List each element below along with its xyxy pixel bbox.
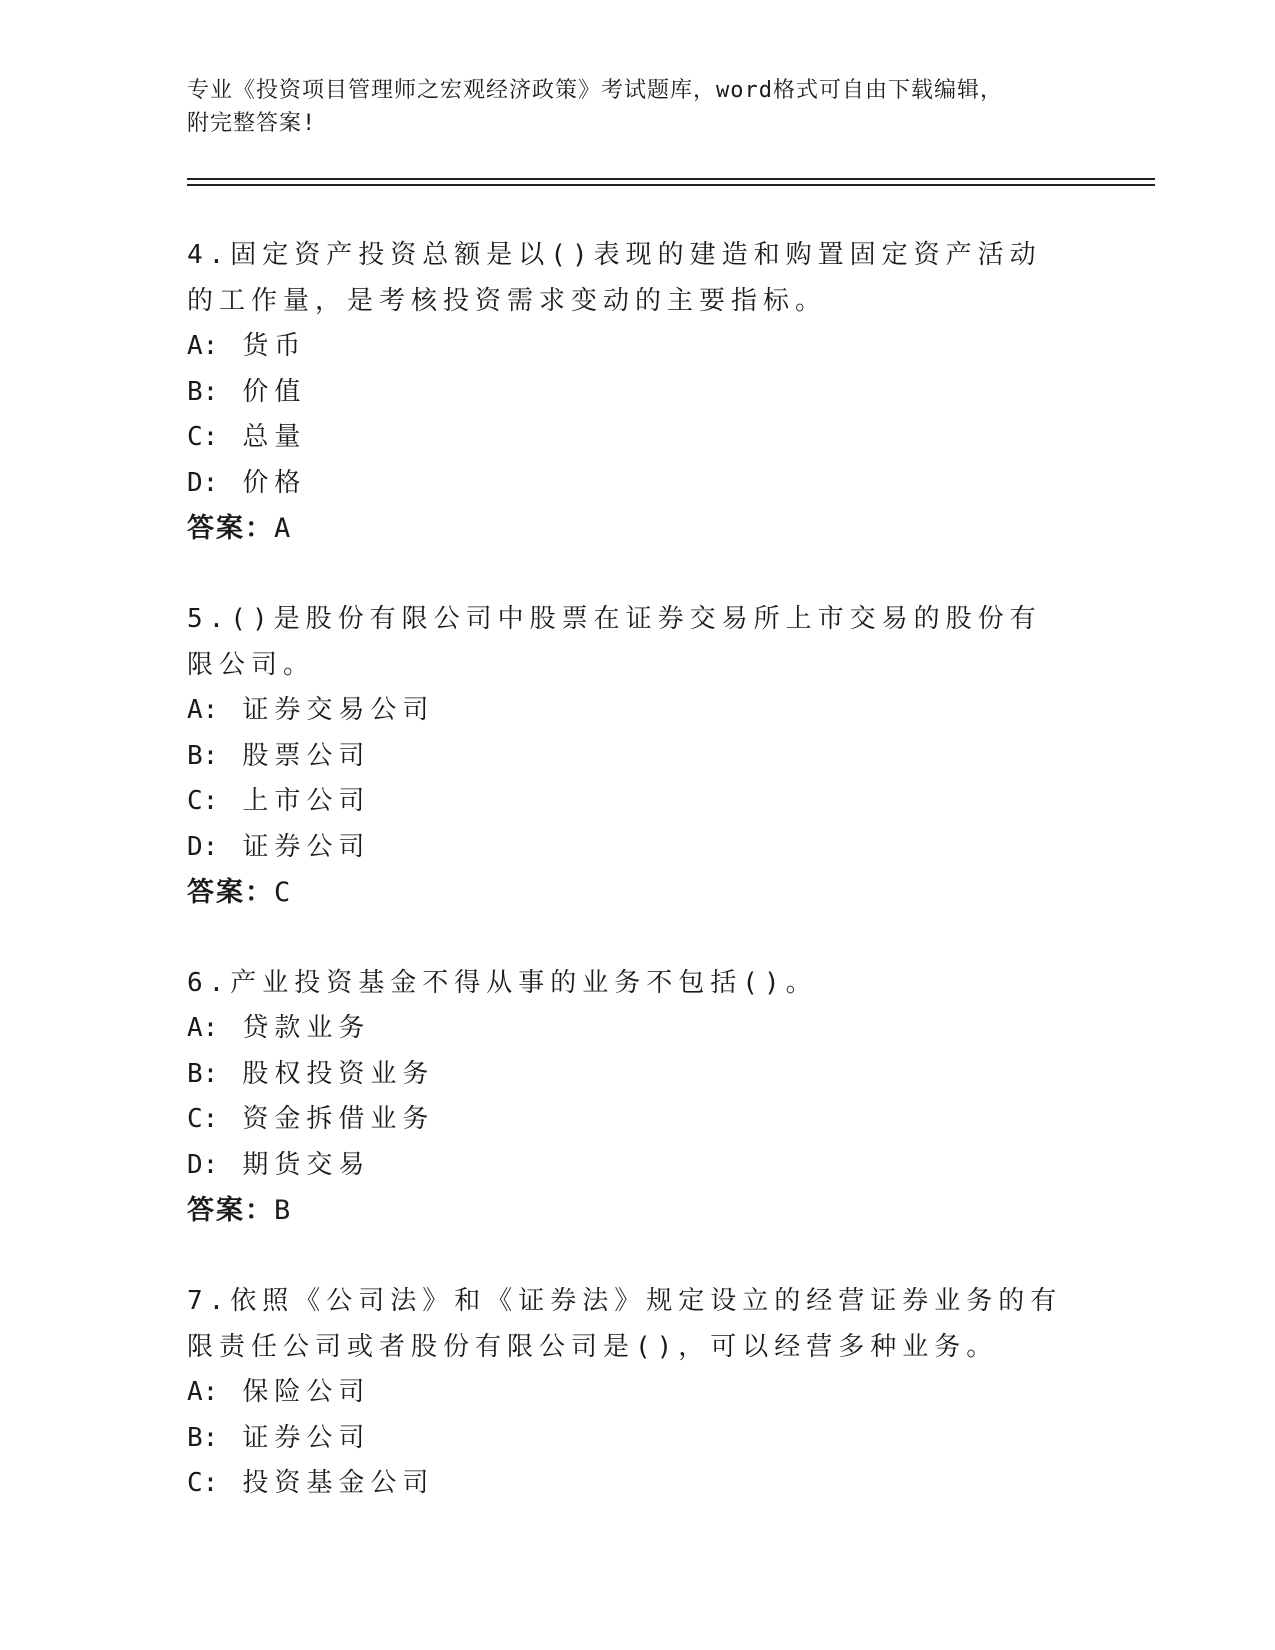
header-line-1: 专业《投资项目管理师之宏观经济政策》考试题库，word格式可自由下载编辑， [187,78,1003,103]
option-text: 期货交易 [242,1149,371,1180]
option-a: A: 贷款业务 [187,1006,1087,1052]
option-letter: A [187,1013,203,1043]
header-divider-top [187,178,1155,180]
answer-line [187,506,1087,552]
option-c: C: 总量 [187,415,1087,461]
option-b: B: 价值 [187,370,1087,416]
option-text: 价值 [242,376,307,407]
option-letter: A [187,1377,203,1407]
option-text: 保险公司 [242,1377,371,1407]
option-text: 价格 [242,467,307,498]
option-letter: C [187,1468,203,1498]
option-d: D: 证券公司 [187,825,1087,871]
option-b: B: 股票公司 [187,734,1087,780]
question-4 [187,232,1087,552]
option-letter: C [187,1104,203,1134]
answer-value: C [274,877,293,908]
option-letter: C [187,786,203,816]
question-stem: 5.()是股份有限公司中股票在证券交易所上市交易的股份有限公司。 [187,604,1042,680]
question-stem: 4.固定资产投资总额是以()表现的建造和购置固定资产活动的工作量，是考核投资需求变动的主要指标。 [187,240,1042,316]
option-letter: D [187,467,203,498]
option-letter: D [187,1149,203,1180]
answer-label: 答案： [187,1195,274,1226]
option-text: 证券公司 [242,1422,371,1453]
answer-line [187,1188,1087,1234]
option-b: B: 股权投资业务 [187,1052,1087,1098]
option-c: C: 上市公司 [187,779,1087,825]
option-letter: B [187,1058,203,1089]
answer-label: 答案： [187,877,274,908]
option-text: 证券交易公司 [242,695,435,725]
option-letter: D [187,831,203,862]
option-text: 股权投资业务 [242,1058,435,1089]
option-letter: A [187,695,203,725]
option-letter: B [187,376,203,407]
question-6 [187,960,1087,1234]
answer-value: A [274,513,293,544]
question-5 [187,596,1087,916]
option-letter: A [187,331,203,361]
option-a: A: 证券交易公司 [187,688,1087,734]
option-text: 上市公司 [242,786,371,816]
option-d: D: 价格 [187,461,1087,507]
option-a: A: 保险公司 [187,1370,1087,1416]
option-text: 股票公司 [242,740,371,771]
question-7 [187,1278,1087,1507]
option-text: 资金拆借业务 [242,1104,435,1134]
option-letter: B [187,1422,203,1453]
option-c: C: 投资基金公司 [187,1461,1087,1507]
option-text: 投资基金公司 [242,1468,435,1498]
option-letter: B [187,740,203,771]
document-header [187,74,1087,140]
option-d: D: 期货交易 [187,1143,1087,1189]
answer-line [187,870,1087,916]
option-text: 贷款业务 [242,1013,371,1043]
question-list [187,232,1087,1551]
option-a: A: 货币 [187,324,1087,370]
option-text: 总量 [242,422,307,452]
answer-label: 答案： [187,513,274,544]
header-line-2: 附完整答案! [187,111,317,136]
option-text: 证券公司 [242,831,371,862]
answer-value: B [274,1195,293,1226]
option-c: C: 资金拆借业务 [187,1097,1087,1143]
header-divider-bottom [187,184,1155,186]
option-b: B: 证券公司 [187,1416,1087,1462]
option-letter: C [187,422,203,452]
option-text: 货币 [242,331,307,361]
question-stem: 6.产业投资基金不得从事的业务不包括()。 [187,968,818,998]
question-stem: 7.依照《公司法》和《证券法》规定设立的经营证券业务的有限责任公司或者股份有限公司是()，可以经营多种业务。 [187,1286,1063,1362]
